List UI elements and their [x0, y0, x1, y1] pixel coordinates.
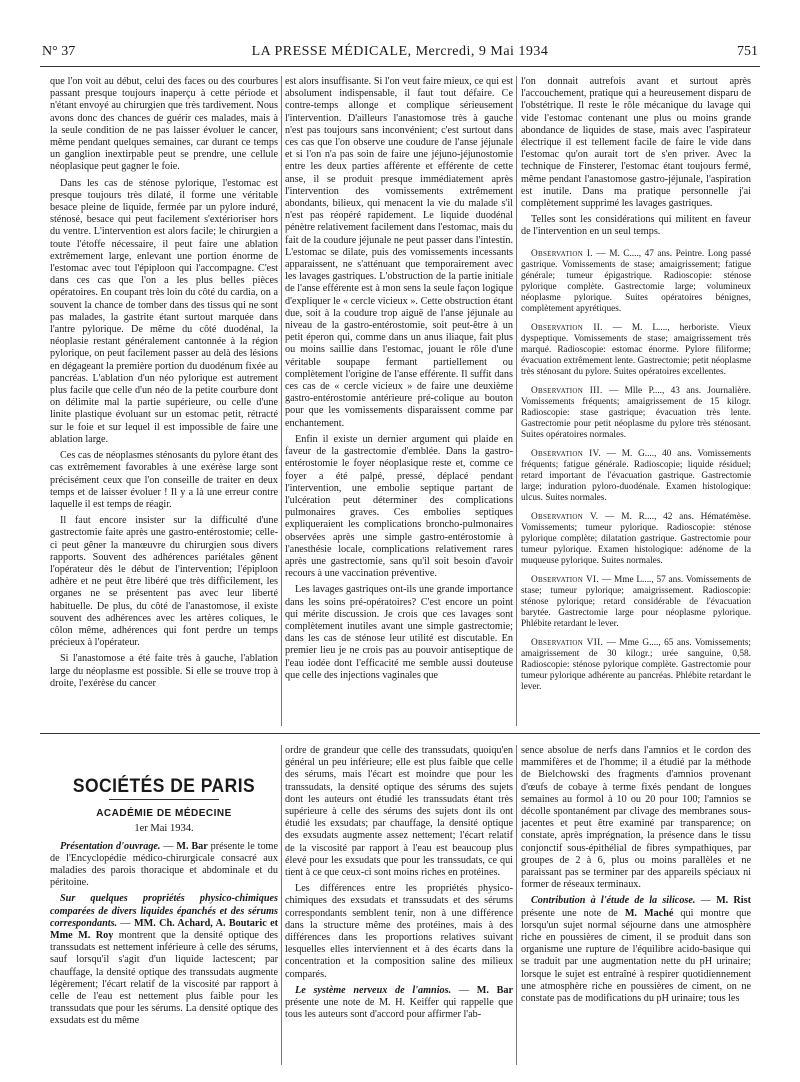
societes-column-3 — [521, 745, 751, 1009]
article-column-3 — [521, 76, 751, 701]
societes-column-2 — [285, 745, 513, 1025]
observation: Observation II. — M. L...., herboriste. Vieux dyspeptique. Vomissements de stase; amaigrissement très marqué. Radioscopie: estomac énorme. Pylore filiforme; évacuation extrêmement lente. Gastrectomie; petit néoplasme très sténosant du pylore. Suites opératoires excellentes. — [521, 322, 751, 377]
paragraph: Sur quelques propriétés physico-chimiques comparées de divers liquides épanchés et des sérums correspondants. — MM. Ch. Achard, A. Boutaric et Mme M. Roy montrent que la densité optique des transsudats est nettement inférieure à celle des sérums, sauf lorsqu'il s'agit d'un liquide lactescent; par chauffage, la densité optique des transsudats augmente légèrement; l'écart relatif de la viscosité par rapport à celle de l'eau est nettement plus faible pour les transsudats que pour les sérums. La densité optique des exsudats est du même — [50, 893, 279, 1027]
observation: Observation VII. — Mme G...., 65 ans. Vomissements; amaigrissement de 30 kilogr.; urée sanguine, 0,58. Radioscopie: sténose pylorique complète. Gastrectomie pour tumeur pylorique adhérente au pancréas. Phlébite retardant le lever. — [521, 637, 751, 692]
paragraph: Ces cas de néoplasmes sténosants du pylore étant des cas extrêmement favorables à une exérèse large sont précisément ceux que l'on conseille de traiter en deux temps et de laisser évoluer ! Il y a là une erreur contre laquelle il est temps de réagir. — [50, 450, 278, 510]
column-divider — [516, 745, 517, 1065]
column-divider — [281, 745, 282, 1065]
paragraph: Présentation d'ouvrage. — M. Bar présente le tome de l'Encyclopédie médico-chirurgicale consacré aux maladies des parois thoracique et abdominale et du péritoine. — [50, 840, 278, 889]
paragraph: Les différences entre les propriétés physico-chimiques des exsudats et transsudats et des sérums correspondants semblent tenir, non à une différence dans la structure même des protéines, mais à des différences dans les proportions relatives suivant lesquelles elles interviennent et à des écarts dans la concentration et la composition saline des milieux comparés. — [285, 883, 513, 980]
section-rule — [40, 733, 760, 734]
paragraph: Si l'anastomose a été faite très à gauche, l'ablation large du néoplasme est possible. Si elle se trouve trop à droite, l'exérèse du cancer — [50, 653, 278, 689]
academy-heading: ACADÉMIE DE MÉDECINE — [96, 808, 232, 820]
paragraph: Enfin il existe un dernier argument qui plaide en faveur de la gastrectomie d'emblée. Dans la gastro-entérostomie le foyer néoplasique reste et, comme ce foyer a été palpé, pressé, déplacé pendant l'intervention, une embolie septique partant de l'ulcération peut déterminer des complications pulmonaires graves. Ces embolies septiques expliqueraient les complications broncho-pulmonaires observées après une simple gastro-entérostomie à l'anesthésie locale, complications relativement rares après une gastrectomie, sans qu'il soit besoin d'avoir recours à une vaccination préventive. — [285, 433, 513, 580]
paragraph: ordre de grandeur que celle des transsudats, quoiqu'en général un peu inférieure; elle est plus faible que celle des sérums, mais l'écart est moindre que pour les transsudats, la densité optique des sérums des sujets dont les auteurs ont étudié les transsudats étant très supérieure à celle des sérums des sujets dont ils ont étudié les exsudats; par chauffage, la densité optique des exsudats augmente assez nettement; l'écart relatif de la viscosité par rapport à l'eau est beaucoup plus élevé pour les exsudats que pour les transsudats, ce qui tient à ce que ceux-ci sont moins riches en protéines. — [285, 745, 513, 879]
observation: Observation V. — M. R...., 42 ans. Hématémèse. Vomissements; tumeur pylorique. Radioscopie: sténose pylorique complète; dilatation gastrique. Gastrectomie pour tumeur pylorique. Examen histologique: adénome de la muqueuse pylorique. Suites normales. — [521, 511, 751, 566]
page-header — [40, 44, 760, 62]
session-date: 1er Mai 1934. — [134, 823, 194, 835]
paragraph: Les lavages gastriques ont-ils une grande importance dans les soins pré-opératoires? C'est encore un point qui mérite discussion. Je crois que ces lavages sont complètement inutiles avant une simple gastrectomie; dans les cas de sténose leur utilité est discutable. En premier lieu je ne crois pas au pouvoir antiseptique de l'eau iodée dont l'efficacité me semble aussi douteuse que celle des injections vaginales que — [285, 584, 513, 681]
article-column-1 — [50, 76, 278, 694]
paragraph: sence absolue de nerfs dans l'amnios et le cordon des mammifères et de l'homme; il a étudié par la méthode de Bielchowski des fragments d'amnios provenant d'œufs de cobaye à terme fixés pendant de longues semaines au formol à 10 ou 20 pour 100; l'amnios se décolle spontanément par clivage des membranes sous-jacentes et peut être examiné par transparence; on constate, après imprégnation, la présence dans le tissu conjonctif sous-épithélial de fibres sympathiques, par groupes de 2 à 6, plus ou moins parallèles et ne paraissant pas se terminer par des appareils spéciaux ni former de réseaux terminaux. — [521, 745, 751, 891]
paragraph: est alors insuffisante. Si l'on veut faire mieux, ce qui est absolument indispensable, il faut tout défaire. Ce contre-temps allonge et complique sérieusement l'intervention. D'ailleurs l'anastomose très à gauche n'est pas toujours sans inconvénient; c'est surtout dans ces cas que l'on observe une coudure de l'anse jéjunale et si l'on n'a pas soin de faire une jéjuno-jéjunostomie entre les deux parties afférente et efférente de cette anse, il se produit presque immédiatement après l'intervention des vomissements extrêmement abondants, bilieux, qui menacent la vie du malade s'il n'est pas réopéré rapidement. Le liquide duodénal pénètre relativement facilement dans l'estomac, mais du fait de la coudure jéjunale ne peut passer dans l'intestin. L'estomac se dilate, puis des vomissements incessants apparaissent, ne s'atténuant que temporairement avec les lavages gastriques. L'obstruction de la partie initiale de l'anse efférente est à mon sens la seule façon logique d'expliquer le « cercle vicieux ». Cette obstruction étant due, soit à la coudure trop aiguë de l'anse jéjunale au niveau de la gastro-entérostomie, soit peut-être à un petit éperon qui, comme dans un anus iliaque, fait plus ou moins saillie dans l'estomac, jouant le rôle d'une véritable soupape fermant partiellement ou complètement l'origine de l'anse efférente. Il suffit dans ces cas de « cercle vicieux » de faire une deuxième gastro-entérostomie antérieure pré-colique au bouton pour que les vomissements disparaissent comme par enchantement. — [285, 76, 513, 429]
paragraph: Il faut encore insister sur la difficulté d'une gastrectomie faite après une gastro-entérostomie; celle-ci peut gêner la manœuvre du chirurgien sous divers rapports. Souvent des adhérences pariétales gênent l'opérateur dès le début de l'intervention; l'épiploon adhère et ne peut être libéré que très difficilement, les organes ne se présentent pas avec leur liberté habituelle. De plus, du côté de l'anastomose, il existe souvent des adhérences avec les artères coliques, le côlon même, adhérences qui font perdre un temps précieux à l'opérateur. — [50, 515, 278, 649]
paragraph: Telles sont les considérations qui militent en faveur de l'intervention en un seul temps. — [521, 214, 751, 238]
title-rule — [109, 799, 219, 800]
issue-number: N° 37 — [42, 44, 76, 59]
observation: Observation IV. — M. G...., 40 ans. Vomissements fréquents; fatigue générale. Radioscopie; liquide résiduel; retard important de l'évacuation gastrique. Gastrectomie large; induration pyloro-duodénale. Examen histologique: ulcus. Suites normales. — [521, 448, 751, 503]
observation: Observation I. — M. C...., 47 ans. Peintre. Long passé gastrique. Vomissements de stase; amaigrissement; fatigue générale; tumeur épigastrique. Radioscopie: sténose pylorique complète. Gastrectomie large; volumineux néoplasme pylorique. Suites opératoires bénignes, complètement apyrétiques. — [521, 248, 751, 314]
column-divider — [281, 76, 282, 726]
article-column-2 — [285, 76, 513, 686]
section-title: SOCIÉTÉS DE PARIS — [72, 776, 256, 797]
observation: Observation VI. — Mme L...., 57 ans. Vomissements de stase; tumeur pylorique; amaigrissement. Radioscopie: sténose pylorique; retard considérable de l'évacuation barytée. Gastrectomie large pour néoplasme pylorique. Phlébite retardant le lever. — [521, 574, 751, 629]
page-number: 751 — [737, 44, 758, 59]
journal-title: LA PRESSE MÉDICALE, Mercredi, 9 Mai 1934 — [251, 44, 549, 59]
paragraph: que l'on voit au début, celui des faces ou des courbures passant presque toujours inaperçu à cette période et n'étant envoyé au chirurgien que très tardivement. Nous avons donc des chances de guérir ces malades, mais à la seule condition de ne pas laisser évoluer le cancer, même pendant quelques semaines, car durant ce temps un ganglion inextirpable peut se prendre, une cellule néoplasique peut gagner le foie. — [50, 76, 278, 173]
societes-column-1 — [50, 745, 278, 1032]
paragraph: Le système nerveux de l'amnios. — M. Bar présente une note de M. H. Keiffer qui rappelle que tous les auteurs sont d'accord pour affirmer l'ab- — [285, 984, 514, 1021]
paragraph: Dans les cas de sténose pylorique, l'estomac est presque toujours très dilaté, il forme une véritable besace pleine de liquide, fermée par un pylore induré, sténosé, besace qui peut facilement s'extérioriser hors du ventre. L'intervention est alors facile; le chirurgien a toute l'étoffe nécessaire, il peut faire une ablation extrêmement large, enlevant une portion énorme de l'estomac avec tout l'épiploon qui l'accompagne. C'est dans ces cas que l'on a les plus belles pièces opératoires. En coupant très loin du côté du cardia, on a souvent la chance de tomber dans des tissus qui ne sont pas malades, la gastrite étant surtout marquée dans l'antre pylorique. De même du côté duodénal, la néoplasie restant généralement cantonnée à la région pylorique, on peut facilement passer au delà des lésions en dégageant la première portion du duodénum fixée au pancréas. L'ablation d'un néo pylorique est autrement plus facile que celle d'un néo de la petite courbure dont on délimite mal la partie supérieure, ou celle d'une linite plastique évoluant sur un estomac petit, rétracté sur le foie et sur lequel il est impossible de faire une ablation large. — [50, 177, 278, 445]
paragraph: Contribution à l'étude de la silicose. — M. Rist présente une note de M. Maché qui montre que lorsqu'un sujet normal séjourne dans une atmosphère riche en poussières de ciment, il se produit dans son organisme une rupture de l'équilibre acido-basique qui se traduit par une augmentation nette du pH urinaire; lorsque le sujet est entraîné à respirer quotidiennement une atmosphère riche en poussières de ciment, on ne constate pas de modifications du pH urinaire; tous les — [521, 895, 751, 1005]
observation: Observation III. — Mlle P...., 43 ans. Journalière. Vomissements fréquents; amaigrissement de 15 kilogr. Radioscopie: stase gastrique; évacuation très lente. Gastrectomie pour petit néoplasme du pylore très sténosant. Suites opératoires normales. — [521, 385, 752, 440]
paragraph: l'on donnait autrefois avant et surtout après l'accouchement, pratique qui a heureusement disparu de l'obstétrique. Il reste le rôle mécanique du lavage qui vide l'estomac contenant une plus ou moins grande abondance de liquides de stase, mais avec l'aspirateur électrique il est tellement facile de faire le vide dans l'estomac qu'on aurait tort de s'en priver. Avec la technique de Finsterer, l'estomac étant toujours fermé, même pendant l'anastomose gastro-jéjunale, l'aspiration est inutile. Dans ma pratique personnelle j'ai complètement supprimé les lavages gastriques. — [521, 76, 751, 210]
column-divider — [516, 76, 517, 726]
header-rule — [40, 66, 760, 67]
